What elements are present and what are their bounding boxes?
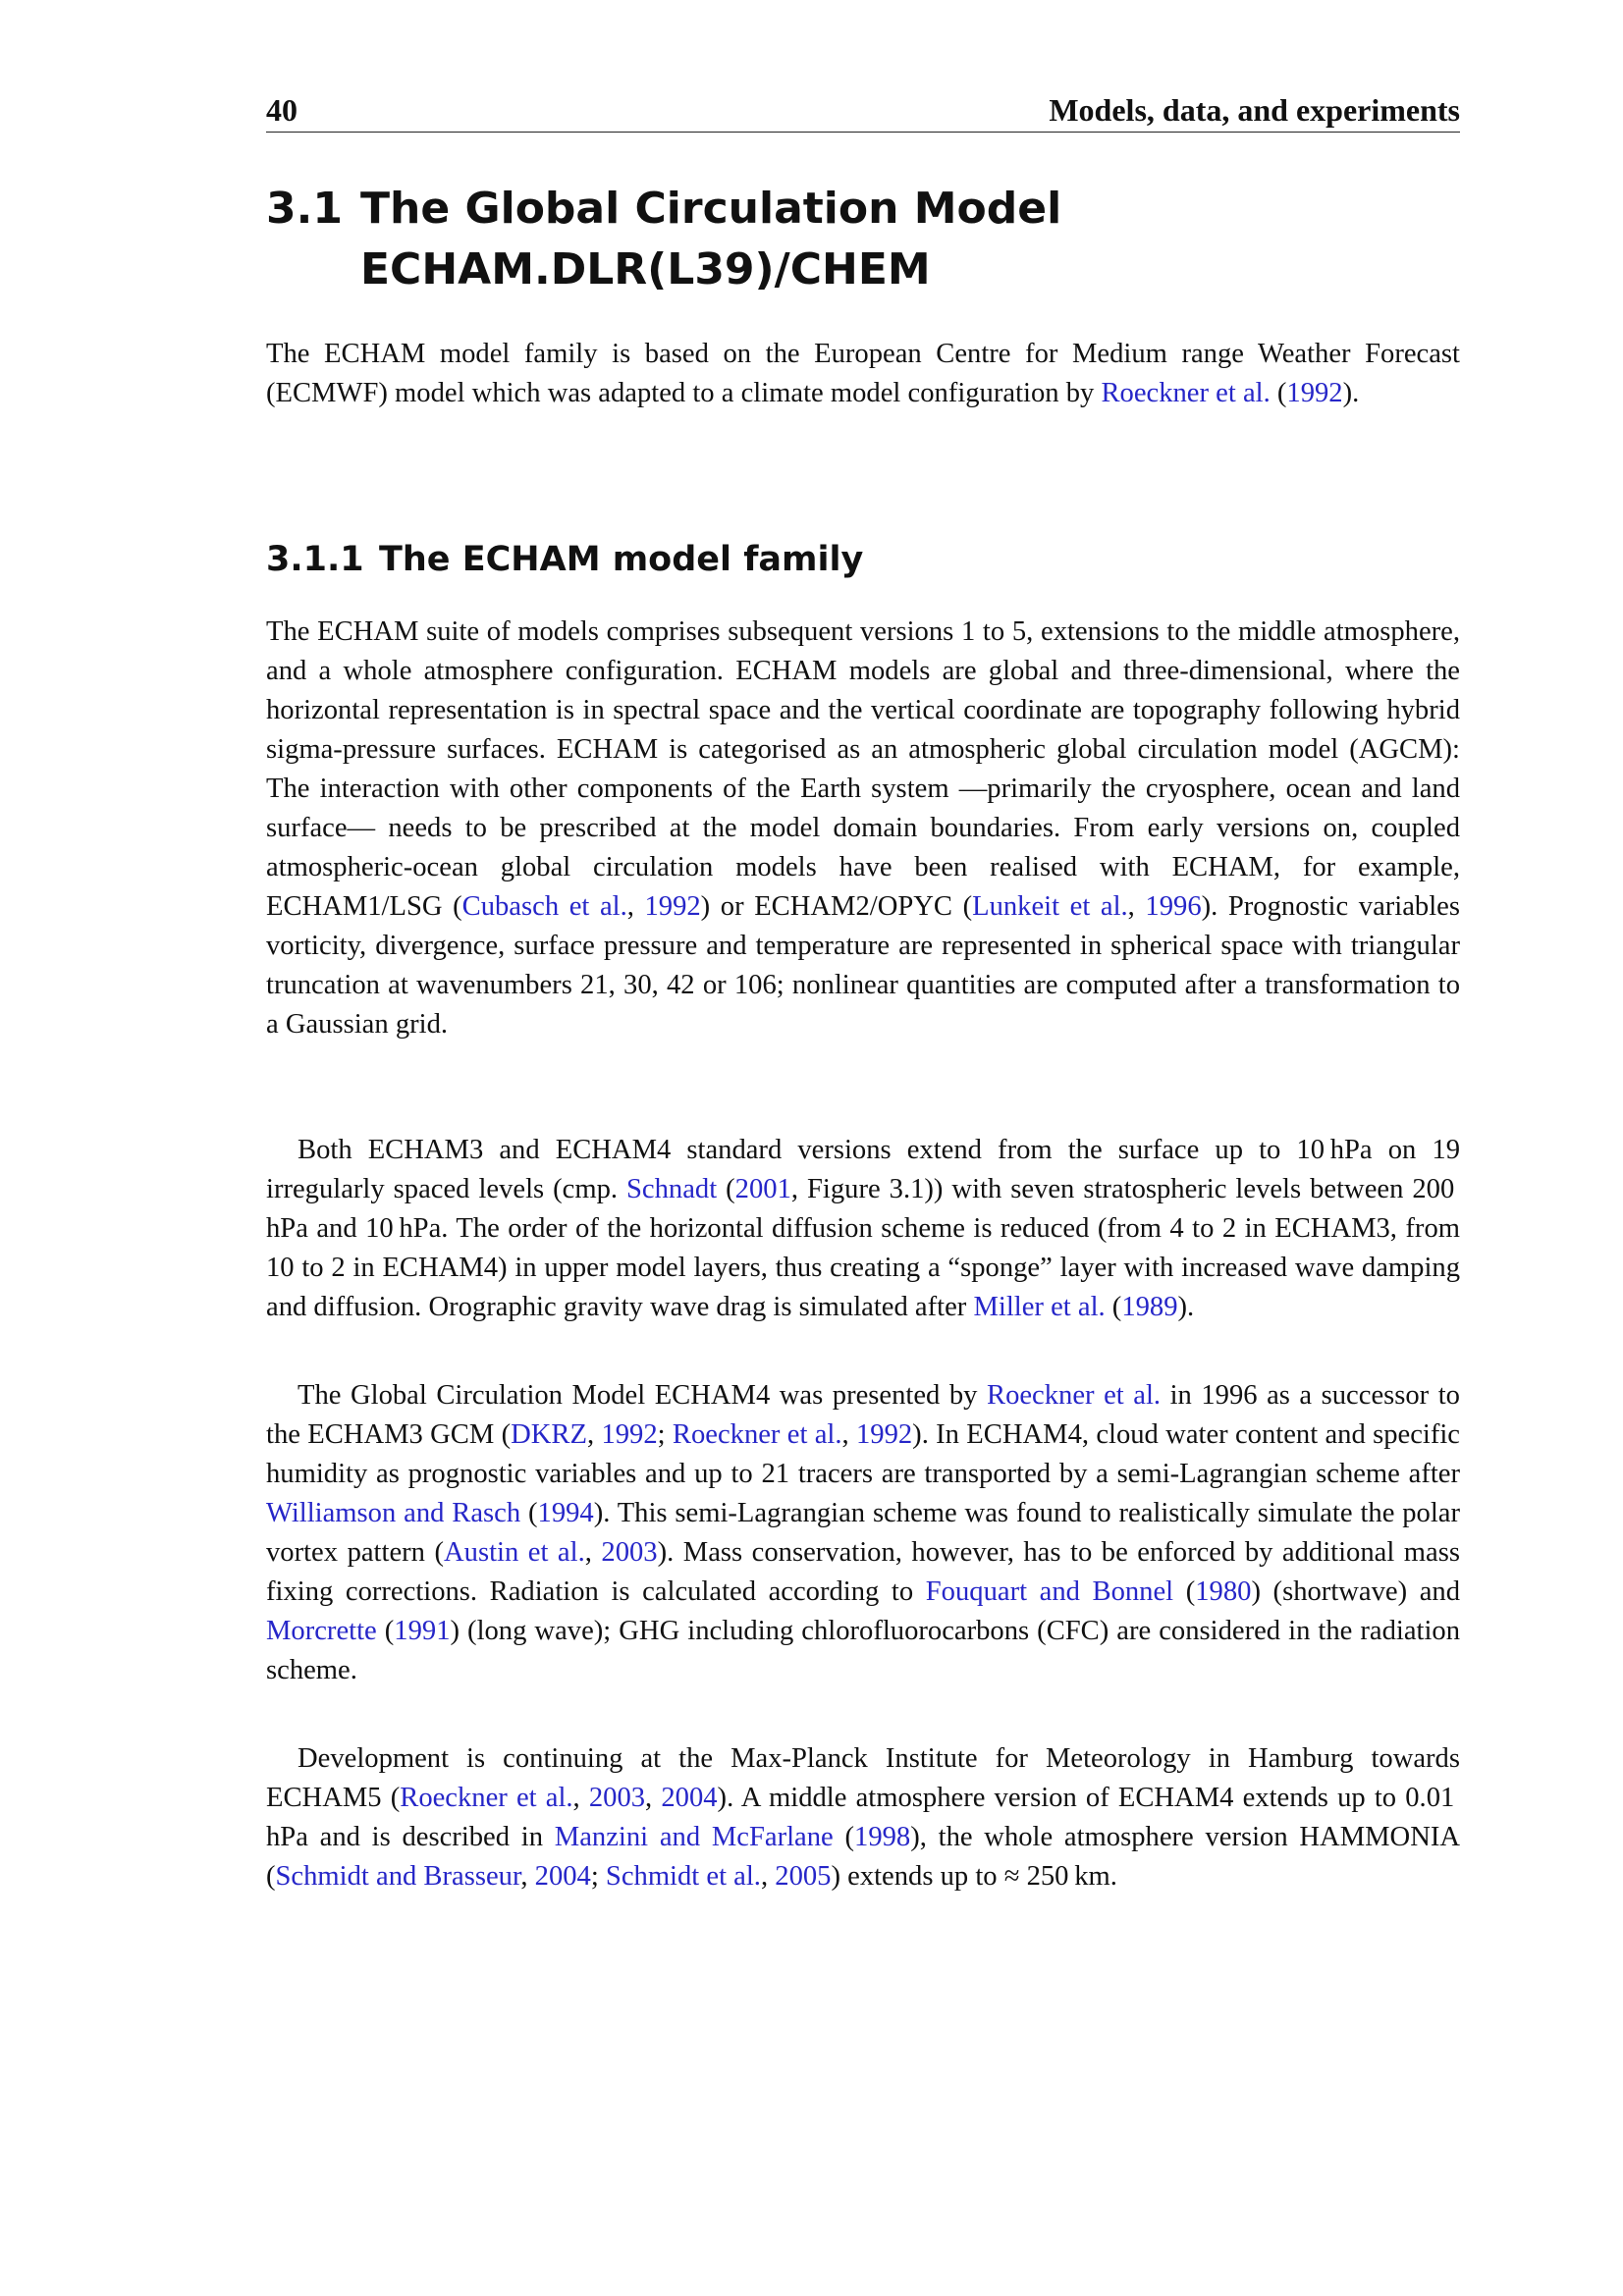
- citation-year-link[interactable]: 1996: [1145, 891, 1202, 922]
- citation-year-link[interactable]: 2004: [661, 1783, 718, 1813]
- subsection-title: The ECHAM model family: [379, 540, 864, 579]
- text-run: The ECHAM model family is based on the European Centre for Medium range Weather Forecast (ECMWF) model which was adapted to a climate model configuration by: [266, 339, 1460, 408]
- text-run: (: [520, 1498, 538, 1528]
- text-run: (: [1173, 1576, 1196, 1607]
- text-run: (: [1270, 378, 1287, 408]
- citation-year-link[interactable]: 2005: [775, 1861, 832, 1892]
- citation-year-link[interactable]: 1989: [1121, 1292, 1178, 1322]
- text-run: The ECHAM suite of models comprises subsequent versions 1 to 5, extensions to the middle atmosphere, and a whole atmosphere configuration. ECHAM models are global and three-dimensional, where the horizontal representation is in spectral space and the vertical coordinate are topography following hybrid sigma-pressure surfaces. ECHAM is categorised as an atmospheric global circulation model (AGCM): The interaction with other components of the Earth system —primarily the cryosphere, ocean and land surface— needs to be prescribed at the model domain boundaries. From early versions on, coupled atmospheric-ocean global circulation models have been realised with ECHAM, for example, ECHAM1/LSG (: [266, 616, 1460, 922]
- text-run: ).: [1177, 1292, 1195, 1322]
- citation-link[interactable]: Roeckner et al.: [672, 1419, 842, 1450]
- section-number: 3.1: [266, 184, 343, 234]
- citation-link[interactable]: Schmidt and Brasseur: [275, 1861, 521, 1892]
- citation-year-link[interactable]: 1992: [1286, 378, 1343, 408]
- text-run: ). In ECHAM4, cloud water content and specific humidity as prognostic variables and up to 21 tracers are transported by a semi-Lagrangian scheme after: [266, 1419, 1460, 1489]
- citation-year-link[interactable]: 2001: [734, 1174, 791, 1204]
- text-run: Development is continuing at the Max-Planck Institute for Meteorology in Hamburg towards ECHAM5 (: [266, 1743, 1460, 1813]
- citation-link[interactable]: Roeckner et al.: [987, 1380, 1162, 1411]
- citation-link[interactable]: Fouquart and Bonnel: [925, 1576, 1174, 1607]
- text-run: ). Prognostic variables vorticity, divergence, surface pressure and temperature are represented in spherical space with triangular truncation at wavenumbers 21, 30, 42 or 106; nonlinear quantities are computed after a transformation to a Gaussian grid.: [266, 891, 1460, 1040]
- text-run: ) (long wave); GHG including chlorofluorocarbons (CFC) are considered in the radiation scheme.: [266, 1616, 1461, 1685]
- text-run: Both ECHAM3 and ECHAM4 standard versions extend from the surface up to 10 hPa on 19 irregularly spaced levels (cmp.: [266, 1135, 1460, 1204]
- citation-link[interactable]: Roeckner et al.: [400, 1783, 573, 1813]
- text-run: ) extends up to ≈ 250 km.: [831, 1861, 1117, 1892]
- citation-link[interactable]: Austin et al.: [444, 1537, 585, 1568]
- citation-year-link[interactable]: 2003: [588, 1783, 646, 1813]
- citation-link[interactable]: Morcrette: [266, 1616, 377, 1646]
- citation-link[interactable]: Williamson and Rasch: [266, 1498, 521, 1528]
- running-header: [266, 88, 1460, 133]
- text-run: ,: [572, 1783, 589, 1813]
- text-run: ,: [1127, 891, 1146, 922]
- citation-link[interactable]: Miller et al.: [973, 1292, 1106, 1322]
- section-title-line-1: The Global Circulation Model: [360, 184, 1062, 234]
- text-run: ) or ECHAM2/OPYC (: [700, 891, 973, 922]
- text-run: (: [1105, 1292, 1122, 1322]
- text-run: (: [376, 1616, 395, 1646]
- text-run: ,: [760, 1861, 776, 1892]
- text-run: (: [833, 1822, 855, 1852]
- citation-year-link[interactable]: 2004: [534, 1861, 591, 1892]
- citation-year-link[interactable]: 1998: [854, 1822, 911, 1852]
- citation-year-link[interactable]: 1991: [394, 1616, 451, 1646]
- text-run: , Figure 3.1)) with seven stratospheric levels between 200 hPa and 10 hPa. The order of the horizontal diffusion scheme is reduced (from 4 to 2 in ECHAM3, from 10 to 2 in ECHAM4) in upper model layers, thus creating a “sponge” layer with increased wave damping and diffusion. Orographic gravity wave drag is simulated after: [266, 1174, 1460, 1322]
- text-run: ;: [590, 1861, 606, 1892]
- text-run: ,: [645, 1783, 662, 1813]
- text-run: ,: [520, 1861, 535, 1892]
- citation-link[interactable]: Manzini and McFarlane: [554, 1822, 834, 1852]
- body-paragraph-2: [266, 1131, 1460, 1327]
- page-number: 40: [266, 92, 298, 128]
- text-run: ) (shortwave) and: [1251, 1576, 1461, 1607]
- text-run: in 1996 as a successor to the ECHAM3 GCM (: [266, 1380, 1460, 1450]
- text-run: ;: [657, 1419, 673, 1450]
- citation-year-link[interactable]: 1980: [1195, 1576, 1252, 1607]
- citation-link[interactable]: Cubasch et al.: [461, 891, 627, 922]
- citation-link[interactable]: Schnadt: [626, 1174, 718, 1204]
- section-title: [360, 179, 1440, 300]
- text-run: ). This semi-Lagrangian scheme was found to realistically simulate the polar vortex pattern (: [266, 1498, 1460, 1568]
- text-run: ), the whole atmosphere version HAMMONIA (: [266, 1822, 1461, 1892]
- intro-paragraph: [266, 335, 1460, 413]
- citation-link[interactable]: DKRZ: [511, 1419, 587, 1450]
- text-run: ).: [1342, 378, 1360, 408]
- section-title-line-2: ECHAM.DLR(L39)/CHEM: [360, 244, 931, 294]
- citation-year-link[interactable]: 1992: [601, 1419, 658, 1450]
- text-run: ). Mass conservation, however, has to be enforced by additional mass fixing corrections. Radiation is calculated according to: [266, 1537, 1460, 1607]
- text-run: The Global Circulation Model ECHAM4 was presented by: [298, 1380, 987, 1411]
- text-run: ). A middle atmosphere version of ECHAM4 extends up to 0.01 hPa and is described in: [266, 1783, 1461, 1852]
- body-paragraph-3: [266, 1376, 1460, 1690]
- citation-link[interactable]: Schmidt et al.: [605, 1861, 761, 1892]
- text-run: ,: [841, 1419, 856, 1450]
- citation-year-link[interactable]: 2003: [601, 1537, 658, 1568]
- subsection-number: 3.1.1: [266, 540, 364, 579]
- text-run: ,: [586, 1419, 602, 1450]
- text-run: ,: [626, 891, 645, 922]
- citation-link[interactable]: Lunkeit et al.: [972, 891, 1128, 922]
- citation-year-link[interactable]: 1992: [855, 1419, 913, 1450]
- citation-year-link[interactable]: 1992: [644, 891, 701, 922]
- citation-link[interactable]: Roeckner et al.: [1101, 378, 1271, 408]
- text-run: (: [717, 1174, 735, 1204]
- body-paragraph-4: [266, 1739, 1460, 1896]
- body-paragraph-1: [266, 613, 1460, 1044]
- running-title: Models, data, and experiments: [1049, 92, 1460, 128]
- citation-year-link[interactable]: 1994: [537, 1498, 594, 1528]
- text-run: ,: [584, 1537, 602, 1568]
